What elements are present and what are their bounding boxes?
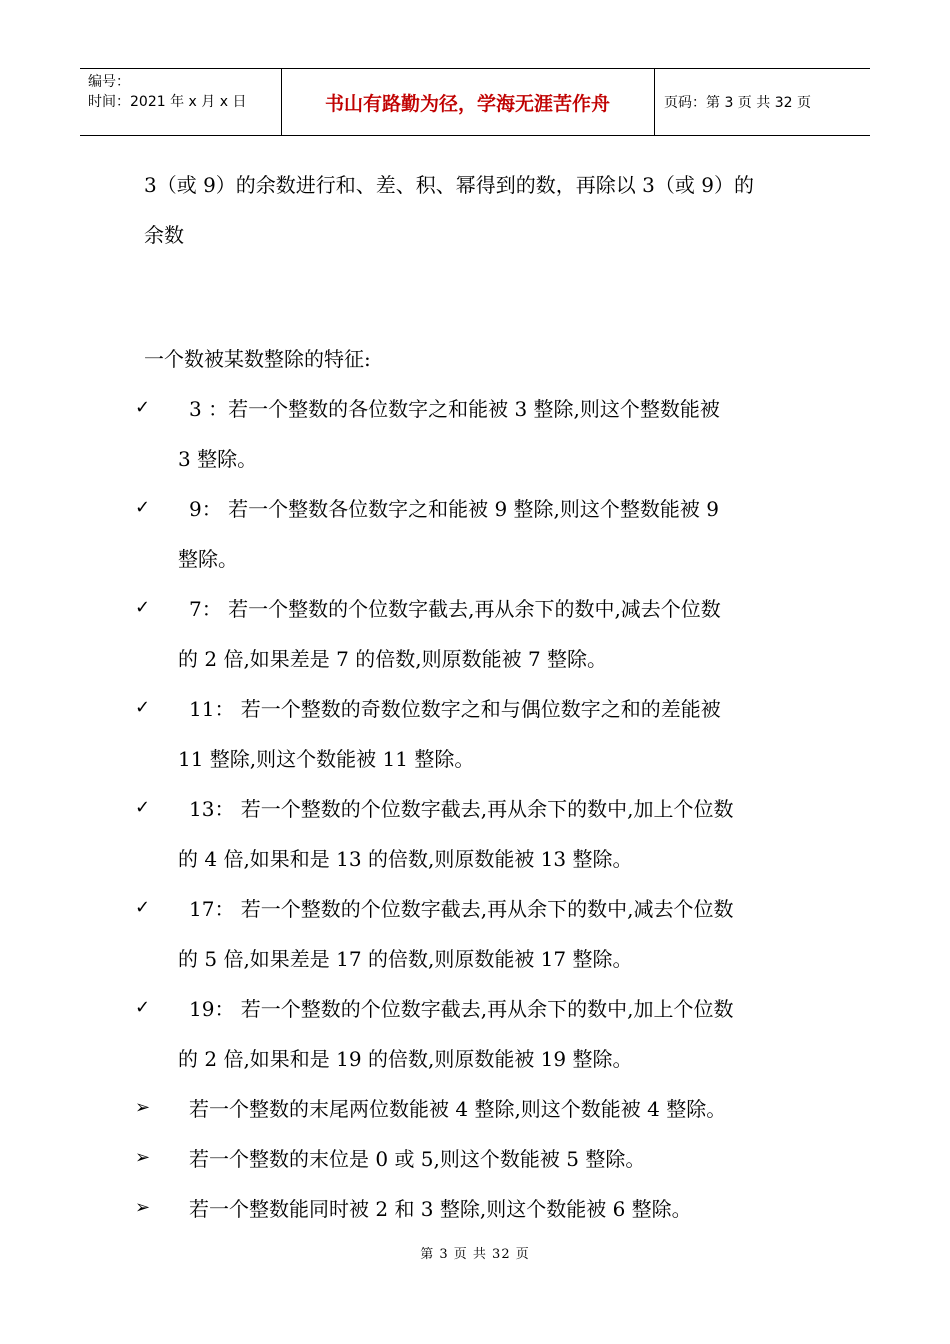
item-line-1: 3 ：若一个整数的各位数字之和能被 3 整除,则这个整数能被: [189, 397, 720, 421]
check-icon: ✓: [135, 497, 151, 518]
item-line-2: 3 整除。: [178, 447, 258, 471]
item-line-1: 19： 若一个整数的个位数字截去,再从余下的数中,加上个位数: [189, 997, 734, 1021]
arrow-bullet-icon: ➢: [135, 1197, 151, 1218]
check-icon: ✓: [135, 397, 151, 418]
number-label: 编号：: [88, 74, 130, 90]
item-line-2: 的 2 倍,如果差是 7 的倍数,则原数能被 7 整除。: [178, 647, 608, 671]
header-meta: [88, 72, 246, 112]
arrow-bullet-icon: ➢: [135, 1097, 151, 1118]
page-footer: 第 3 页 共 32 页: [420, 1247, 530, 1262]
item-text: 若一个整数的末尾两位数能被 4 整除,则这个数能被 4 整除。: [189, 1097, 727, 1121]
item-line-1: 7： 若一个整数的个位数字截去,再从余下的数中,减去个位数: [189, 597, 721, 621]
header-page-info: 页码：第 3 页 共 32 页: [664, 95, 811, 111]
item-line-2: 的 5 倍,如果差是 17 的倍数,则原数能被 17 整除。: [178, 947, 633, 971]
item-line-1: 17： 若一个整数的个位数字截去,再从余下的数中,减去个位数: [189, 897, 734, 921]
intro-line-2: 余数: [144, 223, 184, 247]
check-icon: ✓: [135, 697, 151, 718]
header-motto: 书山有路勤为径，学海无涯苦作舟: [324, 93, 610, 115]
check-icon: ✓: [135, 897, 151, 918]
check-icon: ✓: [135, 597, 151, 618]
intro-line-1: 3（或 9）的余数进行和、差、积、幂得到的数，再除以 3（或 9）的: [144, 173, 754, 197]
item-text: 若一个整数能同时被 2 和 3 整除,则这个数能被 6 整除。: [189, 1197, 692, 1221]
item-line-2: 的 4 倍,如果和是 13 的倍数,则原数能被 13 整除。: [178, 847, 633, 871]
header-divider: [654, 69, 655, 135]
item-text: 若一个整数的末位是 0 或 5,则这个数能被 5 整除。: [189, 1147, 646, 1171]
arrow-bullet-icon: ➢: [135, 1147, 151, 1168]
item-line-1: 11： 若一个整数的奇数位数字之和与偶位数字之和的差能被: [189, 697, 721, 721]
check-icon: ✓: [135, 997, 151, 1018]
time-label: 时间：2021 年 x 月 x 日: [88, 94, 247, 110]
page-header: [80, 68, 870, 136]
item-line-1: 13： 若一个整数的个位数字截去,再从余下的数中,加上个位数: [189, 797, 734, 821]
check-icon: ✓: [135, 797, 151, 818]
item-line-2: 11 整除,则这个数能被 11 整除。: [178, 747, 475, 771]
item-line-2: 整除。: [178, 547, 238, 571]
section-title: 一个数被某数整除的特征:: [144, 347, 371, 371]
item-line-2: 的 2 倍,如果和是 19 的倍数,则原数能被 19 整除。: [178, 1047, 633, 1071]
item-line-1: 9： 若一个整数各位数字之和能被 9 整除,则这个整数能被 9: [189, 497, 719, 521]
